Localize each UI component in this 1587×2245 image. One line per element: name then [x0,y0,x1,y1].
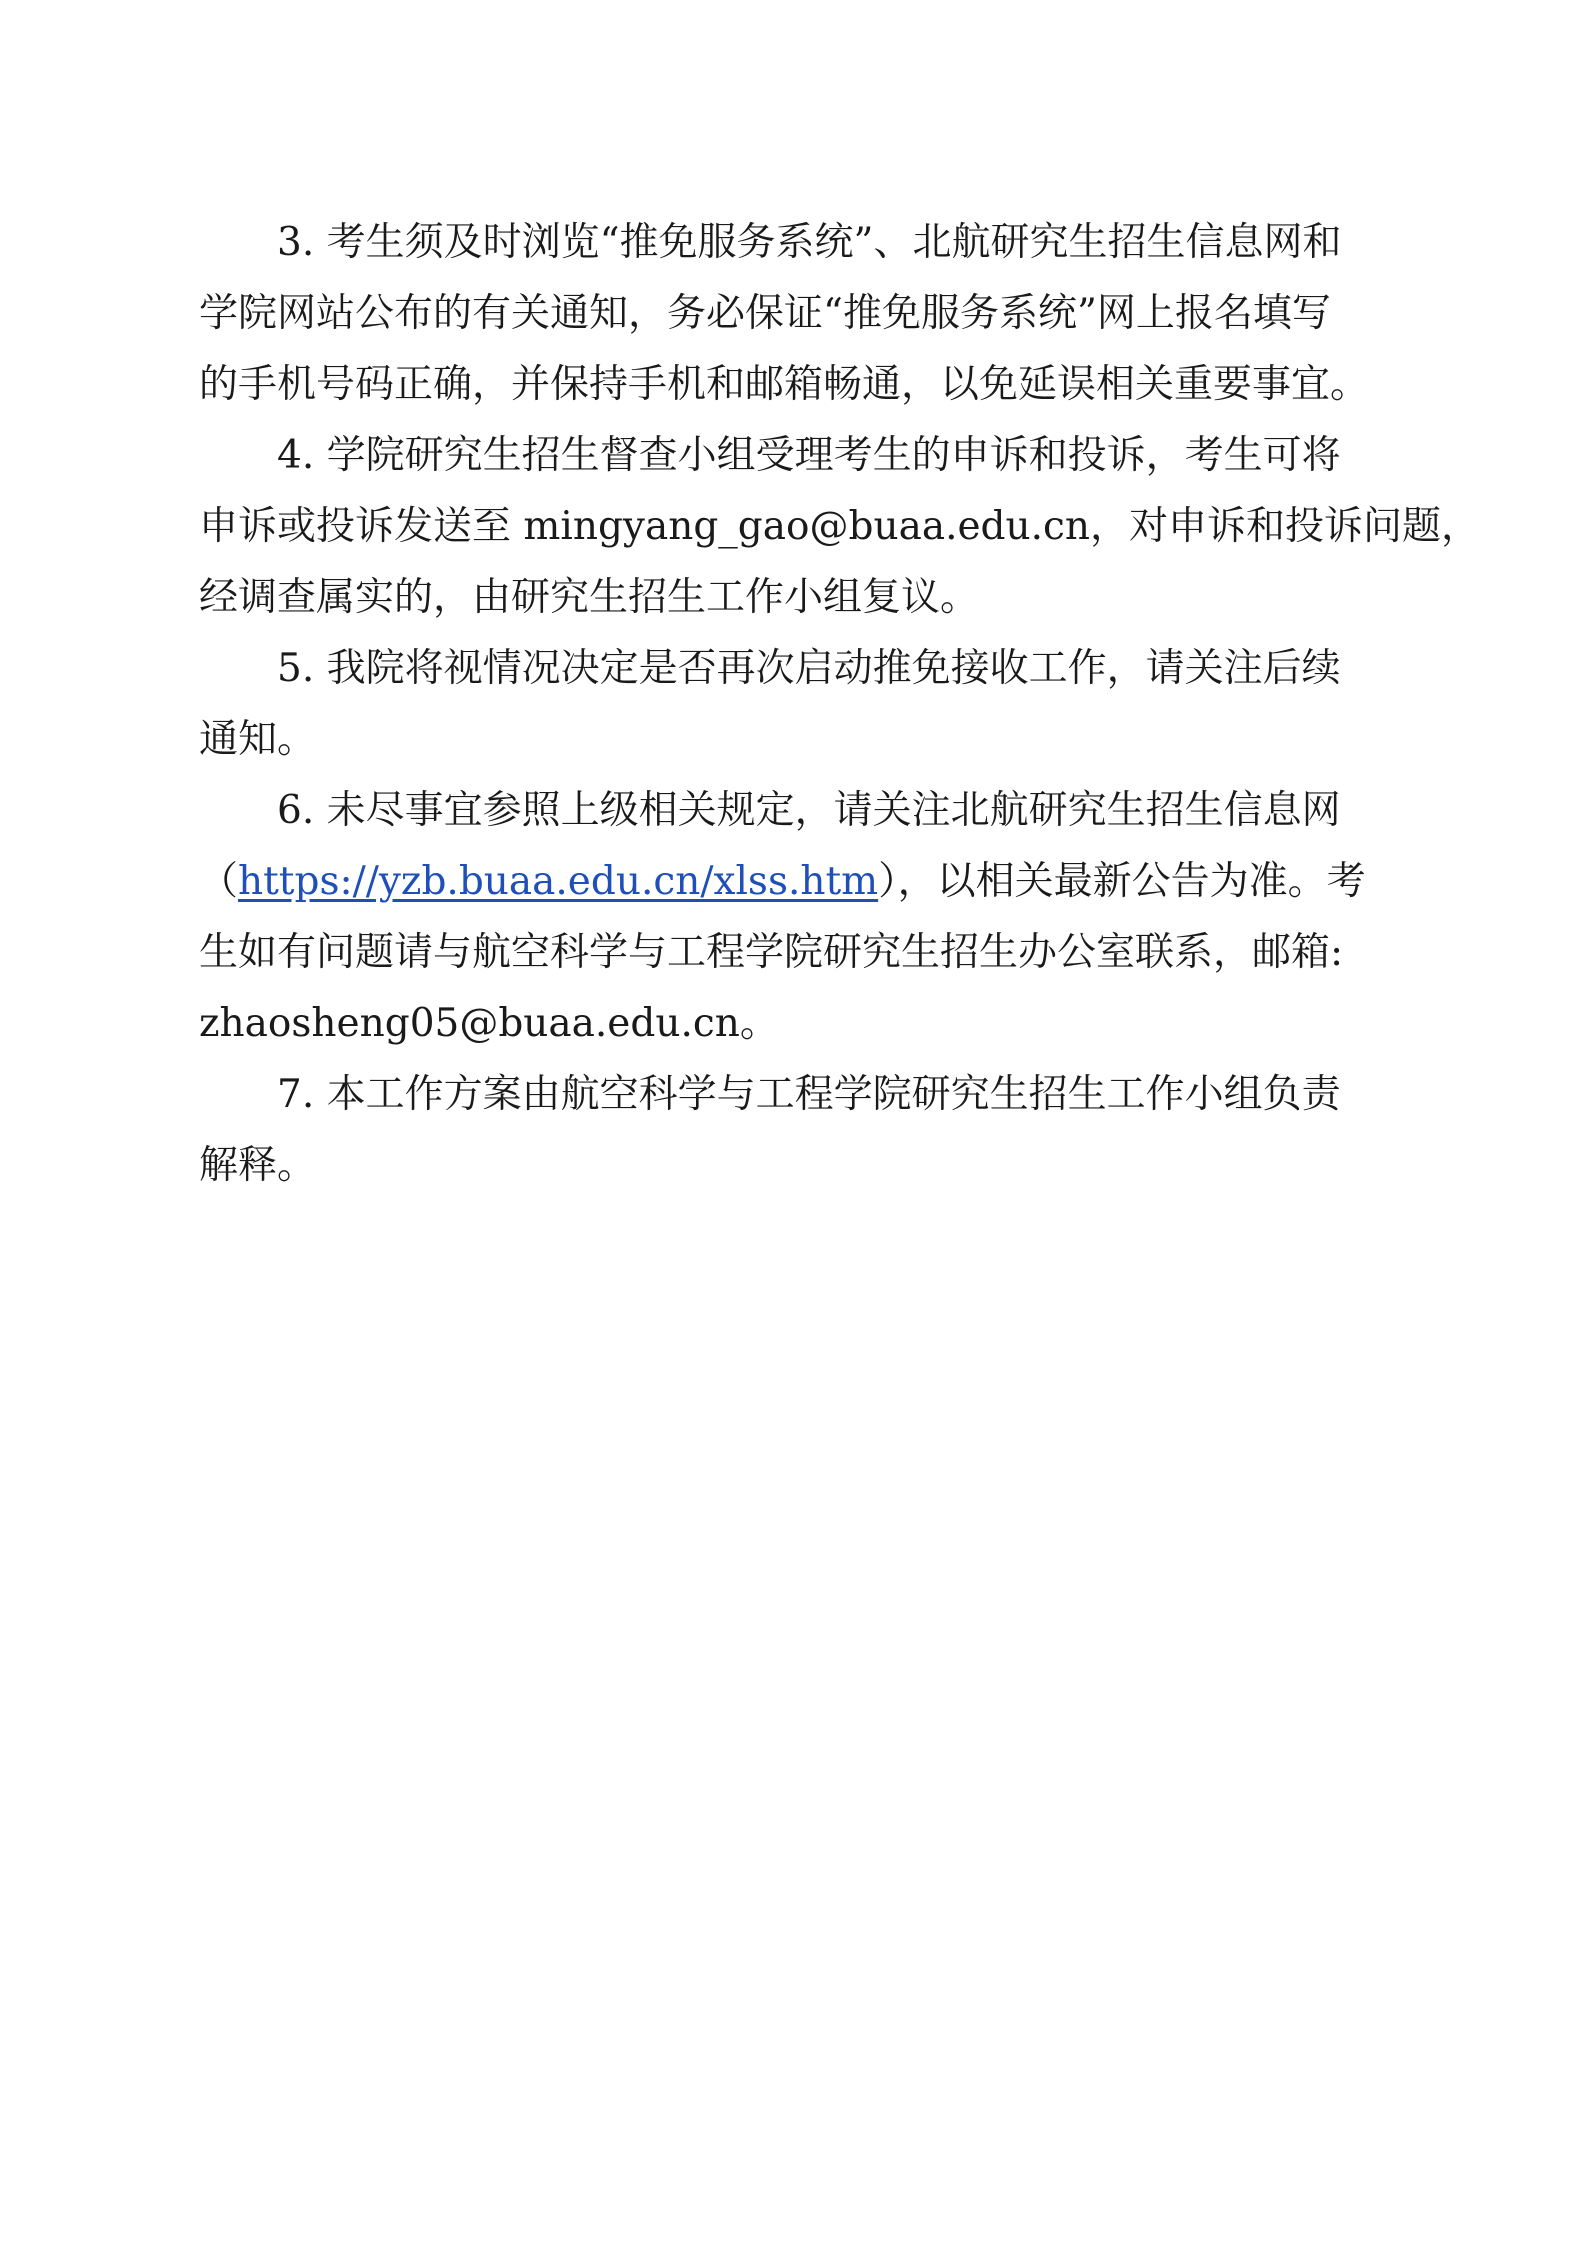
paragraph-line: 生如有问题请与航空科学与工程学院研究生招生办公室联系，邮箱: [199,930,1344,975]
paragraph-line: 4. 学院研究生招生督查小组受理考生的申诉和投诉，考生可将 [277,433,1341,478]
contact-email-line: zhaosheng05@buaa.edu.cn。 [199,1001,779,1046]
link-trailing-text: ），以相关最新公告为准。考 [878,859,1366,904]
paragraph-line: 5. 我院将视情况决定是否再次启动推免接收工作，请关注后续 [277,646,1341,691]
paragraph-item-5 [199,633,1399,775]
paragraph-line: 解释。 [199,1143,317,1188]
paragraph-line: 6. 未尽事宜参照上级相关规定，请关注北航研究生招生信息网 [277,788,1341,833]
paragraph-item-4 [199,420,1481,633]
paragraph-line-with-link [199,846,1399,917]
paragraph-line: 7. 本工作方案由航空科学与工程学院研究生招生工作小组负责 [277,1072,1341,1117]
paragraph-line: 学院网站公布的有关通知，务必保证“推免服务系统”网上报名填写 [199,291,1331,336]
paragraph-line: 经调查属实的，由研究生招生工作小组复议。 [199,575,980,620]
paragraph-line: 3. 考生须及时浏览“推免服务系统”、北航研究生招生信息网和 [277,220,1342,265]
link-open-paren: （ [199,859,239,904]
paragraph-line: 申诉或投诉发送至 mingyang_gao@buaa.edu.cn，对申诉和投诉问题， [199,504,1481,549]
paragraph-item-7 [199,1059,1399,1201]
document-body [199,207,1481,1201]
paragraph-item-6 [199,775,1399,1059]
admissions-site-link[interactable]: https://yzb.buaa.edu.cn/xlss.htm [238,859,879,904]
paragraph-line: 的手机号码正确，并保持手机和邮箱畅通，以免延误相关重要事宜。 [199,362,1370,407]
paragraph-line: 通知。 [199,717,317,762]
paragraph-item-3 [199,207,1399,420]
